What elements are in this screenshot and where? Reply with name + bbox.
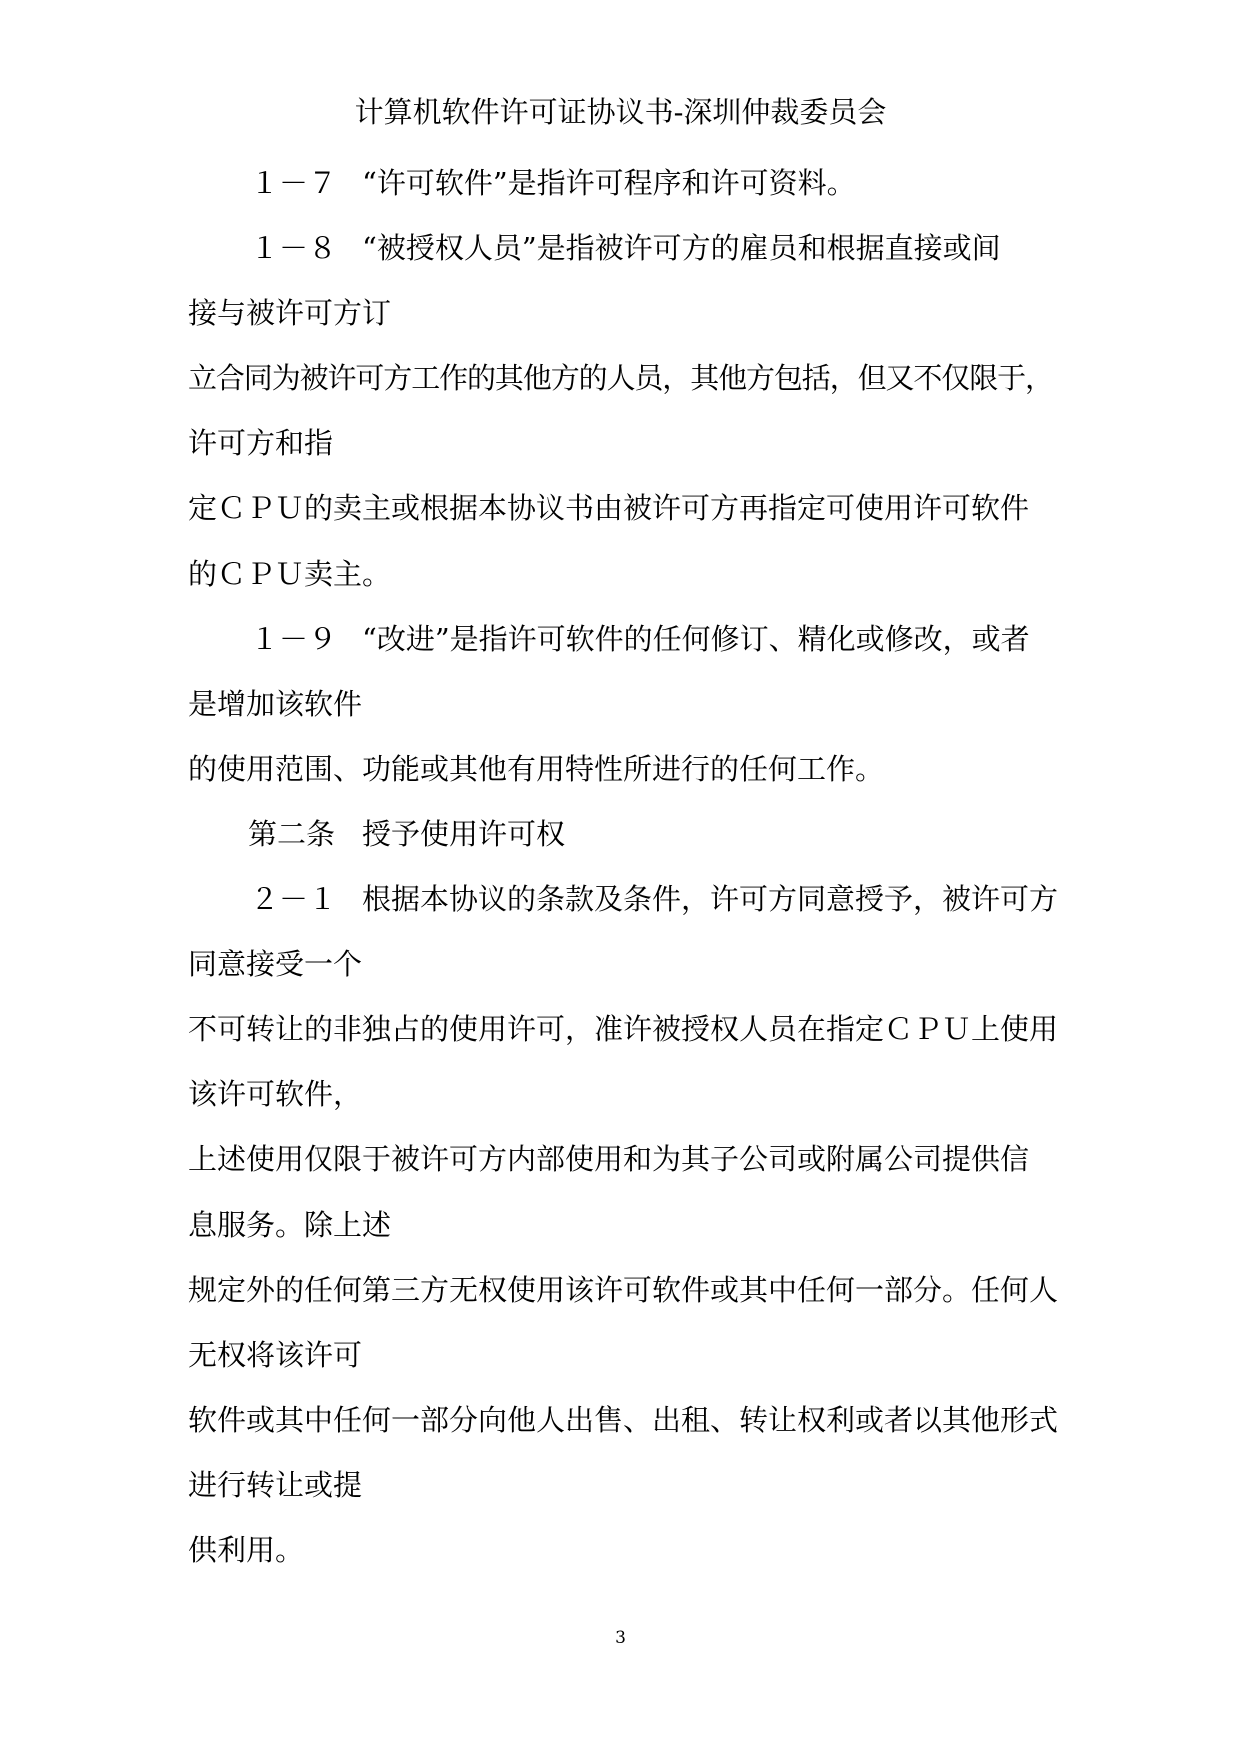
body-text: 息服务。除上述 xyxy=(188,1207,392,1242)
body-text: 同意接受一个 xyxy=(188,947,363,982)
body-line xyxy=(0,737,1241,802)
body-line xyxy=(0,476,1241,541)
page-title: 计算机软件许可证协议书-深圳仲裁委员会 xyxy=(354,95,887,129)
clause-line xyxy=(0,216,1241,281)
body-text: 供利用。 xyxy=(188,1532,305,1567)
body-line xyxy=(0,1127,1241,1192)
clause-text: “许可软件”是指许可程序和许可资料。 xyxy=(362,166,856,200)
body-text: 不可转让的非独占的使用许可，准许被授权人员在指定ＣＰＵ上使用 xyxy=(188,1012,1059,1047)
body-text: 该许可软件， xyxy=(188,1077,363,1112)
body-text: 的使用范围、功能或其他有用特性所进行的任何工作。 xyxy=(188,751,885,786)
body-line xyxy=(0,1453,1241,1518)
body-line xyxy=(0,672,1241,737)
body-text: 许可方和指 xyxy=(188,426,334,461)
body-line xyxy=(0,1193,1241,1258)
clause-number: ２－１ xyxy=(250,882,338,917)
body-text: 软件或其中任何一部分向他人出售、出租、转让权利或者以其他形式 xyxy=(188,1402,1059,1437)
body-text: 规定外的任何第三方无权使用该许可软件或其中任何一部分。任何人 xyxy=(188,1272,1059,1307)
body-line xyxy=(0,1323,1241,1388)
body-line xyxy=(0,411,1241,476)
body-line xyxy=(0,1388,1241,1453)
body-text: 接与被许可方订 xyxy=(188,296,392,331)
clause-number: １－９ xyxy=(250,621,338,656)
page-number: 3 xyxy=(615,1628,626,1648)
article-title: 授予使用许可权 xyxy=(362,816,566,851)
body-text: 无权将该许可 xyxy=(188,1337,363,1372)
body-line xyxy=(0,997,1241,1062)
document-body xyxy=(0,151,1241,1583)
body-text: 上述使用仅限于被许可方内部使用和为其子公司或附属公司提供信 xyxy=(188,1142,1030,1177)
body-line xyxy=(0,1518,1241,1583)
body-line xyxy=(0,932,1241,997)
clause-number: １－７ xyxy=(250,166,338,200)
body-line xyxy=(0,1258,1241,1323)
body-line xyxy=(0,542,1241,607)
clause-line xyxy=(0,867,1241,932)
body-text: 是增加该软件 xyxy=(188,686,363,721)
body-text: 立合同为被许可方工作的其他方的人员，其他方包括，但又不仅限于， xyxy=(188,361,1053,396)
body-line xyxy=(0,1062,1241,1127)
body-text: 定ＣＰＵ的卖主或根据本协议书由被许可方再指定可使用许可软件 xyxy=(188,491,1030,526)
clause-line xyxy=(0,151,1241,216)
body-line xyxy=(0,281,1241,346)
body-text: 进行转让或提 xyxy=(188,1467,363,1502)
clause-text: “改进”是指许可软件的任何修订、精化或修改，或者 xyxy=(362,621,1030,656)
clause-line xyxy=(0,607,1241,672)
clause-text: 根据本协议的条款及条件，许可方同意授予，被许可方 xyxy=(362,882,1059,917)
clause-number: １－８ xyxy=(250,231,338,266)
article-heading xyxy=(0,802,1241,867)
clause-text: “被授权人员”是指被许可方的雇员和根据直接或间 xyxy=(362,231,1001,266)
body-text: 的ＣＰＵ卖主。 xyxy=(188,556,392,591)
body-line xyxy=(0,346,1241,411)
article-label: 第二条 xyxy=(248,816,336,851)
